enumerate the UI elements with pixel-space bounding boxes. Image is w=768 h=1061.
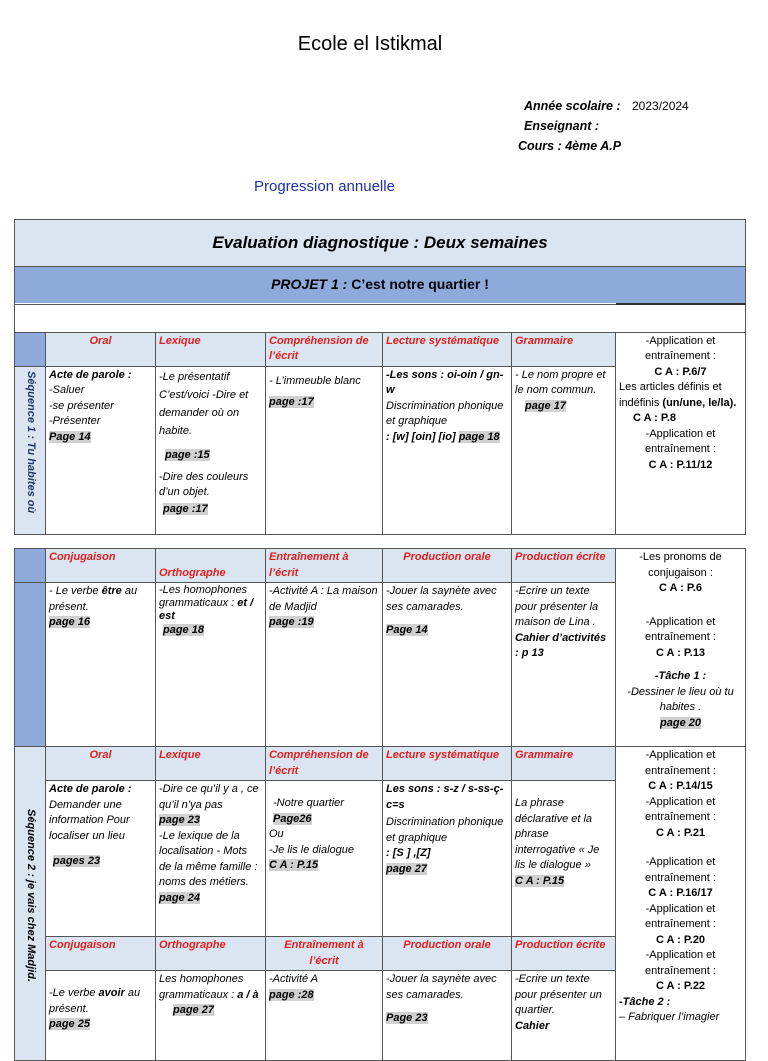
grammaire-ca: C A : P.15: [515, 874, 565, 887]
production-ecrite-cell: [512, 583, 616, 747]
right-ca: C A : P.22: [655, 980, 706, 992]
seq1-comprehension-cell: [266, 366, 383, 534]
lexique-page: page :17: [163, 502, 208, 515]
header-conjugaison: Conjugaison: [46, 549, 156, 583]
entrainement-text: -Activité A: [269, 973, 319, 985]
lexique-page: page 23: [159, 814, 200, 826]
seq1-lexique-cell: [156, 366, 266, 534]
oral-title: Acte de parole :: [49, 368, 132, 381]
header-lexique: Lexique: [156, 332, 266, 366]
comprehension-text2: -Je lis le dialogue: [269, 843, 354, 856]
header-lecture: Lecture systématique: [383, 747, 512, 781]
seq1b-right-cell: [616, 549, 746, 747]
header-entrainement: Entraînement à l’écrit: [266, 549, 383, 583]
meta-block: [518, 96, 689, 156]
header-production-orale: Production orale: [383, 549, 512, 583]
side-header: [15, 332, 46, 366]
right-tache: -Tâche 1 :: [654, 670, 707, 682]
conjugaison-page: page 25: [49, 1018, 90, 1030]
projet-band: [15, 267, 746, 305]
seq2-side: [15, 747, 46, 1061]
orthographe-page: page 27: [173, 1004, 214, 1016]
header-comprehension: Compréhension de l’écrit: [266, 332, 383, 366]
oral-title: Acte de parole :: [49, 783, 132, 795]
header-entrainement: Entraînement à l’écrit: [266, 937, 383, 971]
seq2-production-orale-cell: [383, 971, 512, 1061]
right-text: -Application et entraînement :: [645, 334, 716, 362]
right-ca: C A : P.11/12: [648, 458, 713, 471]
comprehension-ca: C A : P.15: [269, 859, 319, 871]
right-ca: C A : P.20: [655, 933, 706, 946]
annee-value: 2023/2024: [632, 99, 689, 113]
side-header: [15, 549, 46, 583]
header-comprehension: Compréhension de l’écrit: [266, 747, 383, 781]
header-conjugaison: Conjugaison: [46, 937, 156, 971]
right-text: -Application et entraînement :: [645, 615, 716, 643]
right-text: -Application et entraînement :: [645, 856, 716, 884]
projet-label: PROJET 1 :: [271, 276, 348, 293]
seq1-lecture-cell: -Les sons : oi-oin / gn-w Discrimination phonique et graphique : [w] [oin] [io] page 18: [383, 366, 512, 534]
header-production-orale: Production orale: [383, 937, 512, 971]
right-text: – Fabriquer l’imagier: [619, 1011, 720, 1023]
cours-label: Cours : 4ème A.P: [518, 139, 622, 153]
right-text: -Dessiner le lieu où tu habites .: [627, 685, 734, 713]
seq2-lecture-cell: [383, 781, 512, 937]
right-ca: C A : P.8: [633, 412, 676, 424]
enseignant-label: Enseignant :: [524, 119, 600, 133]
right-ca: C A : P.13: [655, 646, 706, 659]
grammaire-text: La phrase déclarative et la phrase interrogative « Je lis le dialogue »: [515, 797, 600, 871]
production-orale-page: Page 14: [386, 624, 428, 636]
production-ecrite-text: -Ecrire un texte pour présenter un quartier.: [515, 973, 602, 1016]
table-sequence-2: [14, 548, 746, 1061]
comprehension-page: page :17: [269, 396, 314, 408]
cahier-label: Cahier d’activités : p 13: [515, 631, 607, 659]
blank-row: [15, 304, 616, 332]
header-lecture: Lecture systématique: [383, 332, 512, 366]
conjugaison-page: page 16: [49, 616, 90, 628]
right-ca: C A : P.6/7: [654, 365, 707, 378]
right-page: page 20: [660, 716, 701, 729]
seq2-production-ecrite-cell: [512, 971, 616, 1061]
lecture-page: page 18: [458, 430, 500, 443]
entrainement-cell: [266, 583, 383, 747]
seq2-oral-cell: [46, 781, 156, 937]
entrainement-page: page :19: [269, 616, 314, 628]
seq1-oral-cell: [46, 366, 156, 534]
seq1-side-label: Séquence 1 : Tu habites où: [24, 370, 37, 513]
seq2-entrainement-cell: [266, 971, 383, 1061]
comprehension-text: -Notre quartier: [273, 797, 344, 809]
seq2-orthographe-cell: Les homophones grammaticaux : a / à page 27: [156, 971, 266, 1061]
lecture-text: Discrimination phonique et graphique: [386, 399, 504, 427]
header-production-ecrite: Production écrite: [512, 937, 616, 971]
header-oral: Oral: [46, 747, 156, 781]
seq2-right-cell: [616, 747, 746, 1061]
oral-page: pages 23: [53, 855, 101, 867]
right-text: -Les pronoms de conjugaison :: [639, 551, 722, 579]
header-orthographe: Orthographe: [156, 937, 266, 971]
right-text: -Application et entraînement :: [645, 902, 716, 930]
seq1-grammaire-cell: [512, 366, 616, 534]
seq2-conjugaison-cell: -Le verbe avoir au présent. page 25: [46, 971, 156, 1061]
progression-title: Progression annuelle: [254, 178, 395, 195]
header-lexique: Lexique: [156, 747, 266, 781]
header-oral: Oral: [46, 332, 156, 366]
entrainement-page: page :28: [269, 988, 314, 1001]
right-text: -Application et entraînement :: [645, 749, 716, 777]
lexique-text: -Dire ce qu’il y a , ce qu’il n’ya pas: [159, 783, 259, 811]
lecture-sounds: : [S ] ,[Z]: [386, 847, 431, 859]
production-ecrite-text: -Ecrire un texte pour présenter la maison de Lina .: [515, 585, 599, 628]
oral-text: Demander une information Pour localiser un lieu: [49, 798, 130, 842]
right-articles: Les articles définis et indéfinis (un/une, le/la).: [619, 381, 737, 409]
right-ca: C A : P.16/17: [648, 887, 713, 899]
production-orale-page: Page 23: [386, 1012, 428, 1024]
projet-title: C’est notre quartier !: [351, 276, 489, 293]
right-ca: C A : P.21: [655, 826, 706, 839]
oral-item: -se présenter: [49, 399, 114, 412]
school-title: Ecole el Istikmal: [297, 33, 443, 55]
oral-page: Page 14: [49, 430, 91, 443]
annee-label: Année scolaire :: [524, 99, 621, 113]
orthographe-page: page 18: [163, 624, 204, 636]
lexique-page: page :15: [165, 448, 210, 461]
right-text: -Application et entraînement :: [645, 949, 716, 977]
grammaire-text: - Le nom propre et le nom commun.: [515, 368, 606, 396]
comprehension-ou: Ou: [269, 828, 284, 840]
lexique-text2: -Dire des couleurs d’un objet.: [159, 470, 249, 498]
production-orale-text: -Jouer la saynète avec ses camarades.: [386, 585, 497, 613]
conjugaison-cell: - Le verbe être au présent. page 16: [46, 583, 156, 747]
cahier-label: Cahier: [515, 1019, 550, 1032]
right-ca: C A : P.14/15: [648, 780, 713, 792]
seq2-side-label: Séquence 2 : je vais chez Madjid.: [24, 809, 37, 983]
comprehension-text: - L’immeuble blanc: [269, 374, 361, 387]
seq2-grammaire-cell: [512, 781, 616, 937]
entrainement-text: -Activité A : La maison de Madjid: [269, 585, 378, 613]
header-production-ecrite: Production écrite: [512, 549, 616, 583]
seq2-lexique-cell: [156, 781, 266, 937]
seq1-right-cell: [616, 332, 746, 534]
right-text: -Application et entraînement :: [645, 427, 716, 455]
production-orale-text: -Jouer la saynète avec ses camarades.: [386, 973, 497, 1001]
lecture-page: page 27: [386, 862, 427, 875]
oral-item: -Saluer: [49, 384, 85, 396]
oral-item: -Présenter: [49, 415, 101, 427]
right-text: -Application et entraînement :: [645, 795, 716, 823]
header-grammaire: Grammaire: [512, 332, 616, 366]
side-blank: [15, 583, 46, 747]
blank-cell: [616, 304, 746, 332]
lexique-text2: -Le lexique de la localisation - Mots de la même famille : noms des métiers.: [159, 829, 258, 888]
evaluation-band: Evaluation diagnostique : Deux semaines: [15, 220, 746, 267]
lecture-title: -Les sons : oi-oin / gn-w: [386, 368, 504, 396]
seq1-side: [15, 366, 46, 534]
header-grammaire: Grammaire: [512, 747, 616, 781]
table-sequence-1: [14, 219, 746, 535]
lecture-title: Les sons : s-z / s-ss-ç-c=s: [386, 783, 504, 811]
seq2-comprehension-cell: [266, 781, 383, 937]
lecture-text: Discrimination phonique et graphique: [386, 816, 504, 844]
lexique-text: -Le présentatif C’est/voici -Dire et demander où on habite.: [159, 370, 249, 437]
comprehension-page: Page26: [273, 812, 312, 825]
grammaire-page: page 17: [525, 399, 566, 412]
right-tache: -Tâche 2 :: [619, 995, 671, 1008]
right-ca: C A : P.6: [659, 582, 702, 594]
orthographe-cell: -Les homophones grammaticaux : et / est page 18: [156, 583, 266, 747]
production-orale-cell: [383, 583, 512, 747]
header-orthographe: Orthographe: [156, 549, 266, 583]
lexique-page: page 24: [159, 891, 200, 904]
